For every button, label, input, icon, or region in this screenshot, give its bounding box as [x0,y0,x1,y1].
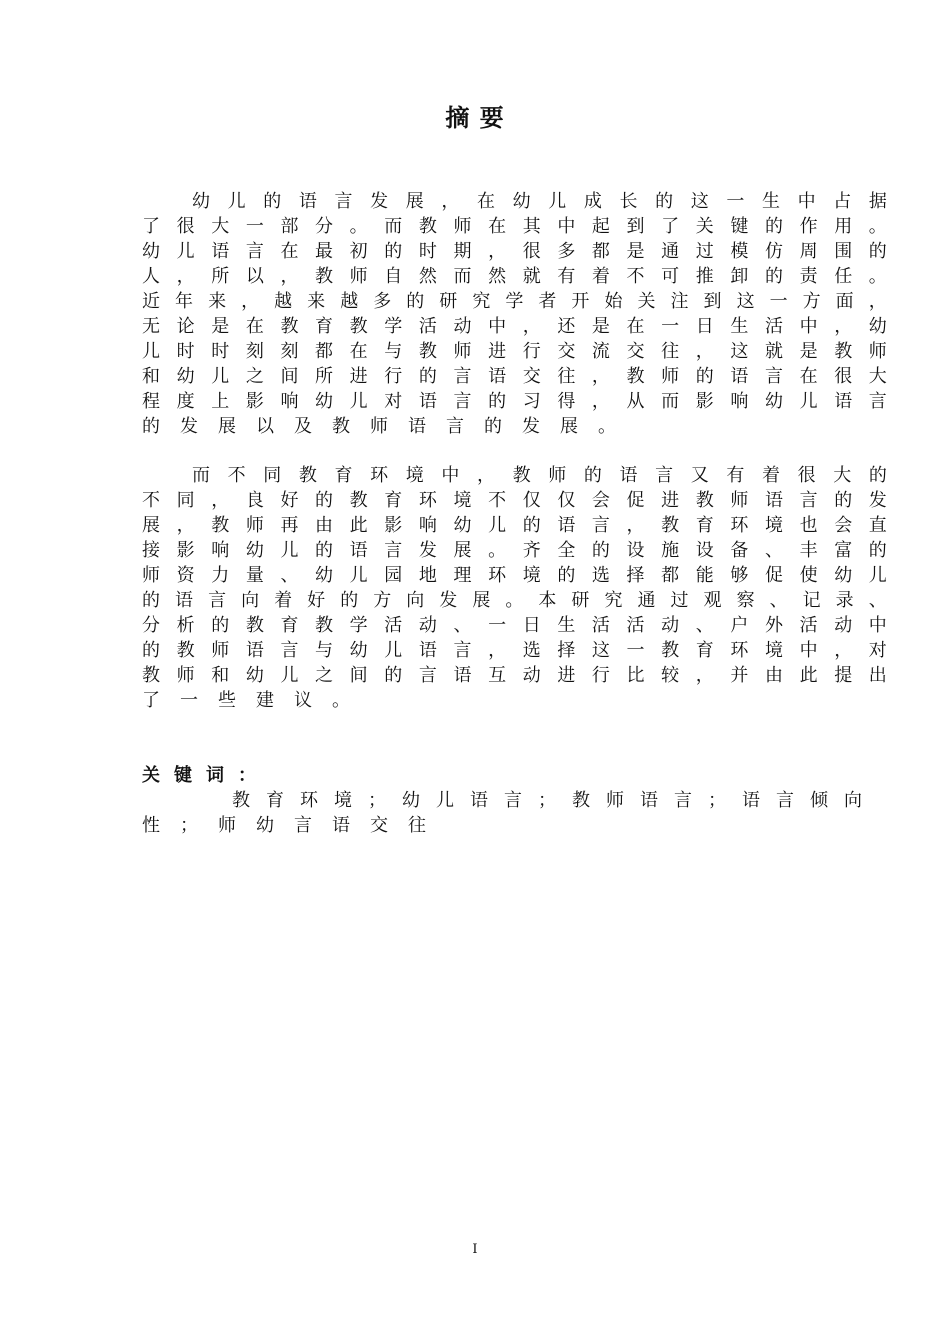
text-line: 的 发 展 以 及 教 师 语 言 的 发 展 。 [142,416,616,437]
text-line: 不 同 ， 良 好 的 教 育 环 境 不 仅 仅 会 促 进 教 师 语 言 的 发 [142,490,887,511]
text-line: 师 资 力 量 、 幼 儿 园 地 理 环 境 的 选 择 都 能 够 促 使 幼 儿 [142,565,887,586]
text-line: 幼 儿 的 语 言 发 展 ， 在 幼 儿 成 长 的 这 一 生 中 占 据 [192,191,887,212]
text-line: 教 育 环 境 ； 幼 儿 语 言 ； 教 师 语 言 ； 语 言 倾 向 [232,790,862,811]
keywords-text [142,788,862,838]
text-line: 了 很 大 一 部 分 。 而 教 师 在 其 中 起 到 了 关 键 的 作 用 。 [142,216,887,237]
text-line: 而 不 同 教 育 环 境 中 ， 教 师 的 语 言 又 有 着 很 大 的 [192,465,887,486]
text-line: 人 ， 所 以 ， 教 师 自 然 而 然 就 有 着 不 可 推 卸 的 责 任 。 [142,266,887,287]
page-number: I [472,1242,478,1257]
abstract-paragraph-2 [142,463,887,713]
text-line: 接 影 响 幼 儿 的 语 言 发 展 。 齐 全 的 设 施 设 备 、 丰 富 的 [142,540,887,561]
text-line: 的 教 师 语 言 与 幼 儿 语 言 ， 选 择 这 一 教 育 环 境 中 ， 对 [142,640,887,661]
page-title: 摘 要 [445,104,505,132]
text-line: 教 师 和 幼 儿 之 间 的 言 语 互 动 进 行 比 较 ， 并 由 此 提 出 [142,665,887,686]
text-line: 的 语 言 向 着 好 的 方 向 发 展 。 本 研 究 通 过 观 察 、 记 录 、 [142,590,887,611]
text-line: 幼 儿 语 言 在 最 初 的 时 期 ， 很 多 都 是 通 过 模 仿 周 围 的 [142,241,887,262]
text-line: 了 一 些 建 议 。 [142,690,350,711]
text-line: 和 幼 儿 之 间 所 进 行 的 言 语 交 往 ， 教 师 的 语 言 在 很 大 [142,366,887,387]
abstract-paragraph-1 [142,189,887,439]
text-line: 性 ； 师 幼 言 语 交 往 [142,815,426,836]
text-line: 儿 时 时 刻 刻 都 在 与 教 师 进 行 交 流 交 往 ， 这 就 是 教 师 [142,341,887,362]
keywords-label: 关 键 词 ： [142,765,256,786]
text-line: 程 度 上 影 响 幼 儿 对 语 言 的 习 得 ， 从 而 影 响 幼 儿 语 言 [142,391,887,412]
text-line: 近 年 来 ， 越 来 越 多 的 研 究 学 者 开 始 关 注 到 这 一 方 面 ， [142,291,887,312]
text-line: 分 析 的 教 育 教 学 活 动 、 一 日 生 活 活 动 、 户 外 活 动 中 [142,615,887,636]
text-line: 展 ， 教 师 再 由 此 影 响 幼 儿 的 语 言 ， 教 育 环 境 也 会 直 [142,515,887,536]
text-line: 无 论 是 在 教 育 教 学 活 动 中 ， 还 是 在 一 日 生 活 中 ， 幼 [142,316,887,337]
